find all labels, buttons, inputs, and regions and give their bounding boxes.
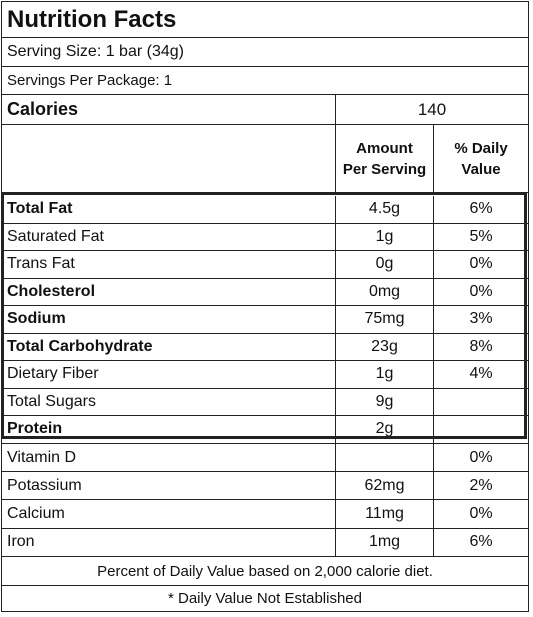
nutrient-daily-value: 4% — [433, 361, 528, 388]
nutrient-row — [2, 416, 528, 444]
nutrient-name: Potassium — [7, 476, 82, 494]
nutrient-daily-value: 0% — [433, 251, 528, 278]
footnote-dv-row — [2, 557, 528, 586]
nutrient-row — [2, 389, 528, 417]
nutrient-row — [2, 279, 528, 307]
nutrient-name: Total Carbohydrate — [7, 337, 153, 355]
nutrient-name: Sodium — [7, 310, 66, 328]
nutrient-name: Trans Fat — [7, 255, 75, 273]
nutrient-amount: 0mg — [335, 279, 433, 306]
nutrient-row — [2, 361, 528, 389]
dv-header-line2: Value — [461, 160, 501, 178]
dv-header-line1: % Daily — [454, 139, 508, 157]
nutrient-daily-value: 8% — [433, 334, 528, 361]
nutrient-amount: 2g — [335, 416, 433, 443]
calories-row — [2, 95, 528, 125]
footnote-star: * Daily Value Not Established — [168, 590, 362, 607]
title-row — [2, 2, 528, 38]
daily-value-header — [433, 125, 528, 192]
servings-per-package: Servings Per Package: 1 — [7, 72, 173, 89]
nutrient-row — [2, 196, 528, 224]
nutrient-daily-value: 5% — [433, 224, 528, 251]
nutrient-daily-value: 2% — [433, 472, 528, 499]
nutrient-row — [2, 224, 528, 252]
nutrient-name: Total Fat — [7, 200, 73, 218]
nutrient-daily-value: 6% — [433, 196, 528, 223]
nutrient-amount: 1g — [335, 224, 433, 251]
nutrient-amount: 23g — [335, 334, 433, 361]
mineral-row — [2, 472, 528, 500]
mineral-row — [2, 444, 528, 472]
servings-per-package-row — [2, 67, 528, 95]
nutrient-amount: 75mg — [335, 306, 433, 333]
nutrient-amount: 4.5g — [335, 196, 433, 223]
nutrient-name: Protein — [7, 420, 63, 438]
amount-per-serving-header — [335, 125, 433, 192]
nutrient-name: Iron — [7, 533, 35, 551]
amount-header-line2: Per Serving — [342, 160, 427, 178]
nutrient-row — [2, 251, 528, 279]
nutrient-name: Cholesterol — [7, 282, 96, 300]
calories-label: Calories — [7, 99, 79, 119]
nutrient-row — [2, 334, 528, 362]
nutrient-amount: 11mg — [335, 500, 433, 527]
nutrient-amount: 1mg — [335, 529, 433, 556]
serving-size-row — [2, 38, 528, 67]
nutrient-amount: 62mg — [335, 472, 433, 499]
nutrient-daily-value: 0% — [433, 444, 528, 471]
footnote-dv: Percent of Daily Value based on 2,000 calorie diet. — [97, 562, 433, 580]
nutrient-daily-value: 0% — [433, 500, 528, 527]
nutrient-row — [2, 306, 528, 334]
mineral-row — [2, 500, 528, 528]
header-blank — [2, 125, 335, 192]
nutrition-label — [1, 1, 529, 612]
nutrient-daily-value: 6% — [433, 529, 528, 556]
calories-value: 140 — [335, 95, 528, 124]
nutrient-daily-value — [433, 389, 528, 416]
mineral-row — [2, 529, 528, 557]
nutrient-name: Dietary Fiber — [7, 365, 99, 383]
serving-size: Serving Size: 1 bar (34g) — [7, 43, 184, 60]
nutrient-amount: 1g — [335, 361, 433, 388]
nutrient-name: Vitamin D — [7, 448, 77, 466]
nutrient-name: Total Sugars — [7, 392, 96, 410]
nutrient-name: Saturated Fat — [7, 227, 104, 245]
nutrient-daily-value — [433, 416, 528, 443]
nutrient-name: Calcium — [7, 504, 65, 522]
nutrient-amount: 9g — [335, 389, 433, 416]
label-title: Nutrition Facts — [7, 5, 177, 33]
column-header-row — [2, 125, 528, 193]
nutrient-daily-value: 0% — [433, 279, 528, 306]
nutrient-amount — [335, 444, 433, 471]
nutrient-amount: 0g — [335, 251, 433, 278]
nutrient-daily-value: 3% — [433, 306, 528, 333]
footnote-star-row — [2, 586, 528, 611]
amount-header-line1: Amount — [356, 139, 413, 157]
